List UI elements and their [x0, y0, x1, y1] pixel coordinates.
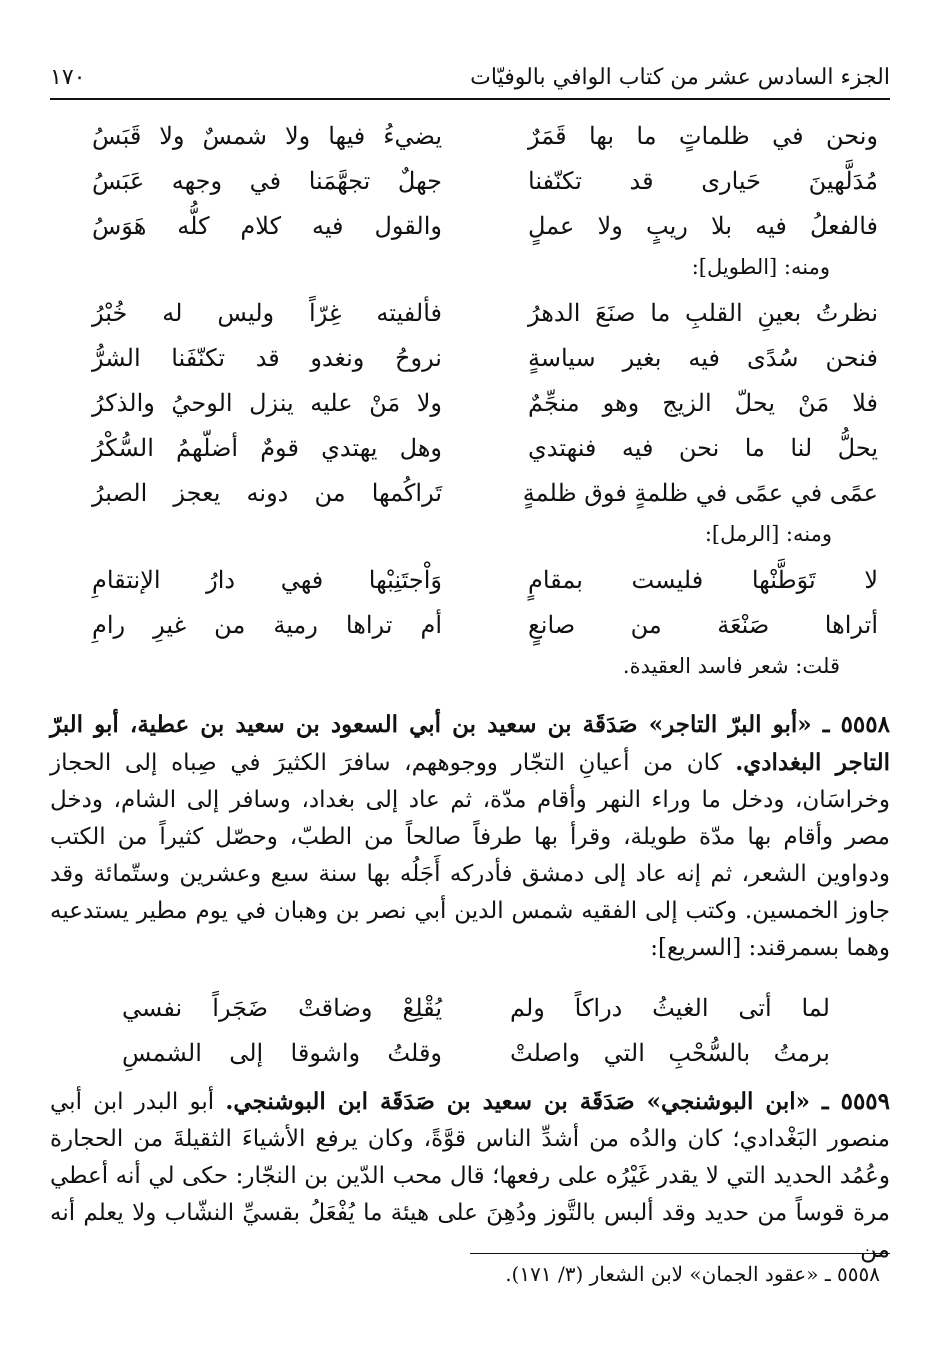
- second-hemistich: يُقْلِعْ وضاقتْ ضَجَراً نفسي: [122, 994, 442, 1022]
- first-hemistich: فالفعلُ فيه بلا ريبٍ ولا عملٍ: [528, 212, 878, 240]
- entry-title: ٥٥٥٩ ـ «ابن البوشنجي» صَدَقَة بن سعيد بن صَدَقَة ابن البوشنجي.: [225, 1088, 891, 1115]
- second-hemistich: جهلٌ تجهَّمَنا في وجهه عَبَسُ: [92, 167, 442, 195]
- entry-title: ٥٥٥٨ ـ «أبو البرّ التاجر» صَدَقَة بن سعيد بن أبي السعود بن سعيد بن عطية، أبو البرّ التاجر البغدادي.: [50, 711, 891, 776]
- first-hemistich: برمتُ بالسُّحْبِ التي واصلتْ: [510, 1039, 830, 1067]
- second-hemistich: أم تراها رمية من غيرِ رامِ: [92, 611, 442, 639]
- first-hemistich: فلا مَنْ يحلّ الزيج وهو منجِّمٌ: [528, 389, 878, 417]
- entry-body: كان من أعيانِ التجّار ووجوههم، سافرَ الكثيرَ في صِباه إلى الحجاز وخراسَان، ودخل ما وراء النهر وأقام مدّة، ثم عاد إلى بغداد، وسافر إلى الشام، ودخل مصر وأقام بها مدّة طويلة، وقرأ بها طرفاً صالحاً من الطبّ، وحصّل كثيراً من الكتب ودواوين الشعر، ثم إنه عاد إلى دمشق فأدركه أَجَلُه بها سنة سبع وعشرين وستّمائة وقد جاوز الخمسين. وكتب إلى الفقيه شمس الدين أبي نصر بن وهبان في يوم مطير يستدعيه وهما بسمرقند: [السريع]:: [50, 750, 890, 961]
- verse: [50, 206, 890, 251]
- verse: [50, 161, 890, 206]
- page-number: ١٧٠: [50, 64, 86, 90]
- second-hemistich: يضيءُ فيها ولا شمسٌ ولا قَبَسُ: [92, 122, 442, 150]
- first-hemistich: مُدَلَّهينَ حَيارى قد تكنّفنا: [528, 167, 878, 195]
- entry-5559: [50, 1083, 890, 1269]
- second-hemistich: تَراكُمها من دونه يعجز الصبرُ: [92, 479, 442, 507]
- first-hemistich: لما أتى الغيثُ دراكاً ولم: [510, 994, 830, 1022]
- second-hemistich: وهل يهتدي قومٌ أضلّهمُ السُّكْرُ: [92, 434, 442, 462]
- poem-section-4: [50, 988, 890, 1078]
- poem-section-1: [50, 116, 890, 692]
- entry-body: أبو البدر ابن أبي منصور البَغْدادي؛ كان والدُه من أشدِّ الناس قوَّةً، وكان يرفع الأشياءَ الثقيلةَ من الحجارة وعُمُد الحديد التي لا يقدر غَيْرُه على رفعها؛ قال محب الدّين بن النجّار: حكى لي أنه أعطي مرة قوساً من حديد وقد ألبس بالتَّوز ودُهِنَ على هيئة ما يُفْعَلُ بقسيِّ النشّاب ولا يعلم أنه من: [50, 1089, 890, 1263]
- first-hemistich: ونحن في ظلماتٍ ما بها قَمَرٌ: [528, 122, 878, 150]
- first-hemistich: فنحن سُدًى فيه بغير سياسةٍ: [528, 344, 878, 372]
- second-hemistich: نروحُ ونغدو قد تكنّفَنا الشرُّ: [92, 344, 442, 372]
- verse: [50, 1033, 890, 1078]
- verse: [50, 988, 890, 1033]
- verse: [50, 473, 890, 518]
- verse: [50, 560, 890, 605]
- first-hemistich: نظرتُ بعينِ القلبِ ما صنَعَ الدهرُ: [528, 299, 878, 327]
- running-title: الجزء السادس عشر من كتاب الوافي بالوفيّات: [470, 64, 890, 90]
- verdict-note: قلت: شعر فاسد العقيدة.: [622, 654, 840, 678]
- footnote: ٥٥٥٨ ـ «عقود الجمان» لابن الشعار (٣/ ١٧١).: [505, 1262, 880, 1286]
- second-hemistich: ولا مَنْ عليه ينزل الوحيُ والذكرُ: [92, 389, 442, 417]
- first-hemistich: يحلُّ لنا ما نحن فيه فنهتدي: [528, 434, 878, 462]
- first-hemistich: عمًى في عمًى في ظلمةٍ فوق ظلمةٍ: [522, 479, 878, 507]
- verse: [50, 293, 890, 338]
- verse: [50, 338, 890, 383]
- first-hemistich: أتراها صَنْعَة من صانعٍ: [528, 611, 878, 639]
- second-hemistich: والقول فيه كلام كلُّه هَوَسُ: [92, 212, 442, 240]
- verse: [50, 116, 890, 161]
- meter-label-ramal: ومنه: [الرمل]:: [704, 522, 832, 546]
- verse: [50, 428, 890, 473]
- first-hemistich: لا تَوَطَّنْها فليست بمقامٍ: [528, 566, 878, 594]
- meter-label-tawil: ومنه: [الطويل]:: [691, 255, 830, 279]
- footnote-divider: [470, 1253, 890, 1254]
- second-hemistich: فألفيته غِرّاً وليس له خُبْرُ: [92, 299, 442, 327]
- verse: [50, 383, 890, 428]
- verse: [50, 605, 890, 650]
- second-hemistich: وقلتُ واشوقا إلى الشمسِ: [122, 1039, 442, 1067]
- second-hemistich: وَاْجتَنِبْها فهي دارُ الإنتقامِ: [92, 566, 442, 594]
- entry-5558: [50, 706, 890, 967]
- page-header: [50, 56, 890, 100]
